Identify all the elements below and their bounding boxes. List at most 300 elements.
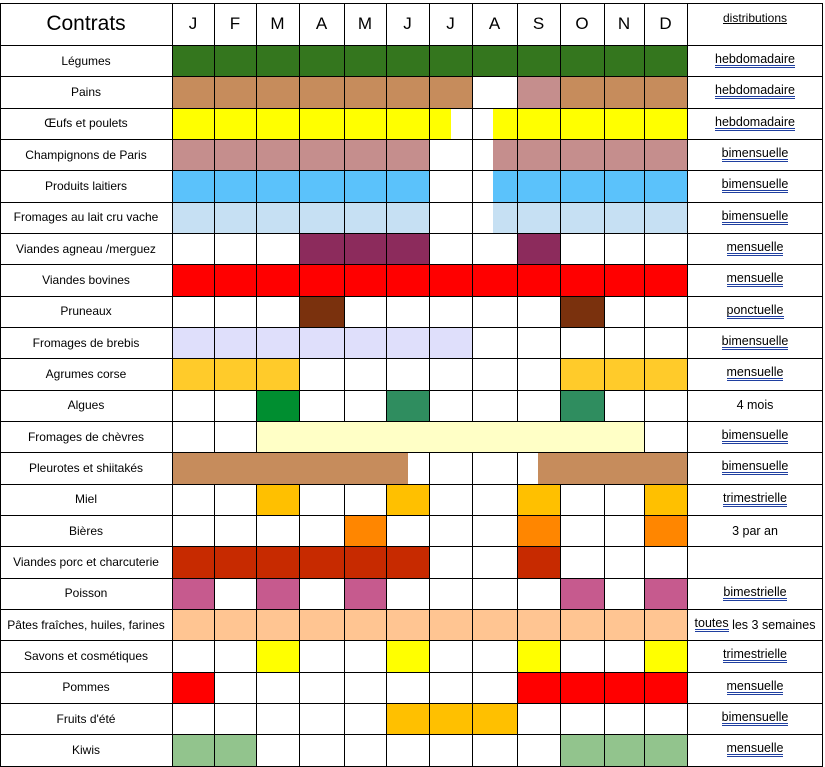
period-fill [517,76,560,107]
grid-line [517,233,518,265]
month-header: M [270,14,285,33]
month-header: J [188,14,198,33]
grid-line [517,327,518,359]
grid-line [344,170,345,202]
grid-line [687,358,688,390]
grid-line [429,3,430,45]
grid-line [429,390,430,422]
grid-line [214,327,215,359]
grid-line [822,202,823,234]
grid-line [822,640,823,672]
grid-line [0,484,823,485]
distribution-frequency[interactable]: bimensuelle [721,459,789,474]
grid-line [344,734,345,766]
grid-line [299,327,300,359]
grid-line [517,452,518,484]
month-header: J [446,14,455,33]
grid-line [172,358,173,390]
grid-line [822,421,823,453]
grid-line [344,45,345,77]
grid-line [429,108,430,140]
grid-line [429,233,430,265]
grid-line [172,421,173,453]
grid-line [0,672,823,673]
grid-line [644,609,645,641]
period-fill [172,76,472,107]
grid-line [560,703,561,735]
table-title: Contrats [46,12,126,35]
period-fill [538,452,687,483]
grid-line [472,546,473,578]
grid-line [560,640,561,672]
grid-line [214,703,215,735]
grid-line [560,108,561,140]
grid-line [172,296,173,328]
grid-line [344,108,345,140]
contract-label: Pâtes fraîches, huiles, farines [7,617,165,632]
grid-line [172,672,173,704]
distribution-frequency[interactable]: bimensuelle [721,428,789,443]
distribution-frequency[interactable]: mensuelle [726,365,784,380]
period-fill [560,76,687,107]
grid-line [822,264,823,296]
grid-line [560,515,561,547]
distribution-frequency[interactable]: bimensuelle [721,146,789,161]
grid-line [386,170,387,202]
grid-line [644,421,645,453]
period-fill [299,296,344,327]
grid-line [0,515,1,547]
grid-line [299,578,300,610]
distribution-text: les 3 semaines [728,617,816,632]
grid-line [0,327,1,359]
grid-line [472,296,473,328]
grid-line [256,578,257,610]
grid-line [386,484,387,516]
grid-line [344,484,345,516]
grid-line [560,578,561,610]
period-fill [172,672,214,703]
grid-line [386,76,387,108]
grid-line [517,108,518,140]
grid-line [214,108,215,140]
grid-line [517,672,518,704]
grid-line [299,45,300,77]
grid-line [0,76,823,77]
grid-line [0,609,1,641]
contract-label: Œufs et poulets [44,116,128,131]
grid-line [687,296,688,328]
grid-line [0,45,823,46]
grid-line [604,139,605,171]
grid-line [429,202,430,234]
grid-line [214,139,215,171]
grid-line [344,202,345,234]
period-fill [344,515,386,546]
grid-line [344,296,345,328]
grid-line [256,296,257,328]
grid-line [560,202,561,234]
grid-line [472,452,473,484]
grid-line [344,703,345,735]
grid-line [386,296,387,328]
grid-line [0,609,823,610]
grid-line [604,609,605,641]
distribution-frequency[interactable]: trimestrielle [723,647,787,662]
distribution-frequency [687,546,823,577]
grid-line [644,170,645,202]
grid-line [517,609,518,641]
grid-line [560,327,561,359]
grid-line [822,327,823,359]
grid-line [214,672,215,704]
grid-line [560,672,561,704]
grid-line [604,578,605,610]
grid-line [687,202,688,234]
grid-line [0,390,823,391]
grid-line [644,233,645,265]
period-fill [172,546,429,577]
grid-line [472,76,473,108]
grid-line [172,703,173,735]
grid-line [299,202,300,234]
grid-line [386,546,387,578]
grid-line [0,76,1,108]
grid-line [560,233,561,265]
distribution-frequency[interactable]: bimensuelle [721,177,789,192]
grid-line [256,515,257,547]
period-fill [644,640,687,671]
grid-line [560,734,561,766]
grid-line [172,452,173,484]
distribution-frequency[interactable]: mensuelle [726,271,784,286]
grid-line [299,108,300,140]
distribution-frequency[interactable]: trimestrielle [723,490,787,505]
grid-line [604,76,605,108]
grid-line [822,233,823,265]
grid-line [472,515,473,547]
grid-line [687,45,688,77]
grid-line [429,734,430,766]
grid-line [0,202,823,203]
grid-line [214,578,215,610]
grid-line [429,264,430,296]
grid-line [687,139,688,171]
grid-line [214,484,215,516]
grid-line [172,515,173,547]
grid-line [687,734,688,766]
period-fill [517,233,560,264]
grid-line [386,734,387,766]
grid-line [0,108,1,140]
grid-line [256,484,257,516]
grid-line [822,452,823,484]
grid-line [214,390,215,422]
grid-line [386,3,387,45]
grid-line [604,233,605,265]
grid-line [517,734,518,766]
grid-line [822,170,823,202]
contract-label: Algues [67,398,105,413]
grid-line [517,578,518,610]
month-header: A [315,14,328,33]
grid-line [0,515,823,516]
period-fill [256,390,299,421]
contract-label: Légumes [61,53,111,68]
grid-line [604,358,605,390]
grid-line [822,296,823,328]
grid-line [644,358,645,390]
grid-line [560,264,561,296]
distribution-frequency[interactable] [687,609,823,640]
grid-line [644,578,645,610]
grid-line [560,45,561,77]
grid-line [604,672,605,704]
grid-line [822,139,823,171]
grid-line [687,3,688,45]
grid-line [344,76,345,108]
grid-line [386,264,387,296]
period-fill [560,358,687,389]
grid-line [256,672,257,704]
grid-line [517,703,518,735]
grid-line [299,170,300,202]
grid-line [386,609,387,641]
grid-line [0,421,823,422]
contract-label: Viandes bovines [42,272,130,287]
grid-line [472,672,473,704]
grid-line [0,546,1,578]
grid-line [560,390,561,422]
grid-line [299,76,300,108]
grid-line [604,390,605,422]
grid-line [604,170,605,202]
grid-line [560,3,561,45]
grid-line [604,640,605,672]
grid-line [560,484,561,516]
grid-line [604,296,605,328]
contract-label: Kiwis [71,742,100,757]
month-header: N [617,14,631,33]
grid-line [644,640,645,672]
grid-line [687,170,688,202]
grid-line [214,296,215,328]
period-fill [517,640,560,671]
distribution-frequency[interactable]: bimestrielle [723,584,787,599]
grid-line [472,202,473,234]
grid-line [604,484,605,516]
grid-line [604,202,605,234]
grid-line [517,170,518,202]
grid-line [386,233,387,265]
grid-line [386,108,387,140]
contract-label: Produits laitiers [44,178,128,193]
distributions-header: distributions [722,11,788,25]
month-header: D [659,14,672,33]
grid-line [0,452,1,484]
grid-line [517,515,518,547]
distribution-frequency[interactable]: bimensuelle [721,334,789,349]
grid-line [386,139,387,171]
period-fill [560,734,687,765]
grid-line [256,734,257,766]
period-fill [644,515,687,546]
contract-label: Miel [74,492,97,507]
grid-line [0,3,1,45]
grid-line [604,327,605,359]
grid-line [344,546,345,578]
grid-line [560,139,561,171]
grid-line [344,233,345,265]
grid-line [256,358,257,390]
grid-line [604,45,605,77]
grid-line [172,484,173,516]
period-fill [172,139,429,170]
distribution-frequency[interactable]: mensuelle [726,678,784,693]
distribution-frequency[interactable]: mensuelle [726,240,784,255]
grid-line [214,358,215,390]
grid-line [560,358,561,390]
period-fill [644,484,687,515]
period-fill [560,578,604,609]
grid-line [386,202,387,234]
grid-line [0,358,823,359]
grid-line [429,327,430,359]
period-fill [172,170,429,201]
grid-line [472,108,473,140]
grid-line [344,264,345,296]
grid-line [256,139,257,171]
grid-line [822,703,823,735]
distribution-frequency[interactable]: mensuelle [726,741,784,756]
grid-line [644,515,645,547]
grid-line [644,202,645,234]
grid-line [299,672,300,704]
grid-line [256,546,257,578]
grid-line [687,672,688,704]
grid-line [0,421,1,453]
grid-line [429,76,430,108]
grid-line [0,139,823,140]
grid-line [386,578,387,610]
period-fill [172,578,214,609]
period-fill [256,640,299,671]
grid-line [0,3,823,4]
grid-line [172,45,173,77]
grid-line [344,672,345,704]
grid-line [517,640,518,672]
grid-line [472,327,473,359]
period-fill [386,390,429,421]
grid-line [172,578,173,610]
grid-line [299,515,300,547]
grid-line [644,76,645,108]
distribution-frequency[interactable]: hebdomadaire [715,52,795,67]
grid-line [214,515,215,547]
grid-line [822,546,823,578]
grid-line [172,3,173,45]
period-fill [560,296,604,327]
month-header: F [229,14,241,33]
grid-line [256,640,257,672]
grid-line [0,296,1,328]
grid-line [644,3,645,45]
grid-line [822,45,823,77]
grid-line [517,296,518,328]
grid-line [299,640,300,672]
grid-line [687,327,688,359]
grid-line [644,703,645,735]
grid-line [214,45,215,77]
grid-line [0,139,1,171]
period-fill [299,233,429,264]
contract-label: Fromages de brebis [32,335,140,350]
grid-line [386,45,387,77]
distribution-frequency[interactable]: bimensuelle [721,208,789,223]
grid-line [560,609,561,641]
grid-line [0,640,1,672]
grid-line [344,609,345,641]
grid-line [687,640,688,672]
contract-label: Viandes agneau /merguez [16,241,156,256]
grid-line [822,609,823,641]
distribution-frequency[interactable]: hebdomadaire [715,114,795,129]
month-header: A [488,14,501,33]
grid-line [0,672,1,704]
grid-line [256,202,257,234]
grid-line [0,703,823,704]
grid-line [0,264,823,265]
grid-line [172,264,173,296]
grid-line [429,578,430,610]
grid-line [172,76,173,108]
grid-line [344,139,345,171]
distribution-frequency: 3 par an [732,523,778,538]
period-fill [644,578,687,609]
distribution-frequency[interactable]: bimensuelle [721,710,789,725]
grid-line [386,703,387,735]
grid-line [472,578,473,610]
grid-line [299,609,300,641]
month-header: O [575,14,589,33]
grid-line [822,108,823,140]
distribution-link[interactable]: toutes [694,616,729,631]
grid-line [172,139,173,171]
grid-line [472,703,473,735]
grid-line [0,390,1,422]
period-fill [493,170,687,201]
grid-line [472,45,473,77]
grid-line [644,390,645,422]
distribution-frequency[interactable]: hebdomadaire [715,83,795,98]
month-header: J [403,14,412,33]
grid-line [644,108,645,140]
contract-label: Bières [68,523,103,538]
grid-line [256,390,257,422]
grid-line [344,3,345,45]
distribution-frequency[interactable]: ponctuelle [726,302,784,317]
grid-line [429,452,430,484]
grid-line [644,296,645,328]
grid-line [386,327,387,359]
grid-line [429,546,430,578]
grid-line [429,296,430,328]
grid-line [429,484,430,516]
period-fill [560,390,604,421]
grid-line [0,546,823,547]
contract-label: Savons et cosmétiques [23,648,149,663]
grid-line [214,640,215,672]
